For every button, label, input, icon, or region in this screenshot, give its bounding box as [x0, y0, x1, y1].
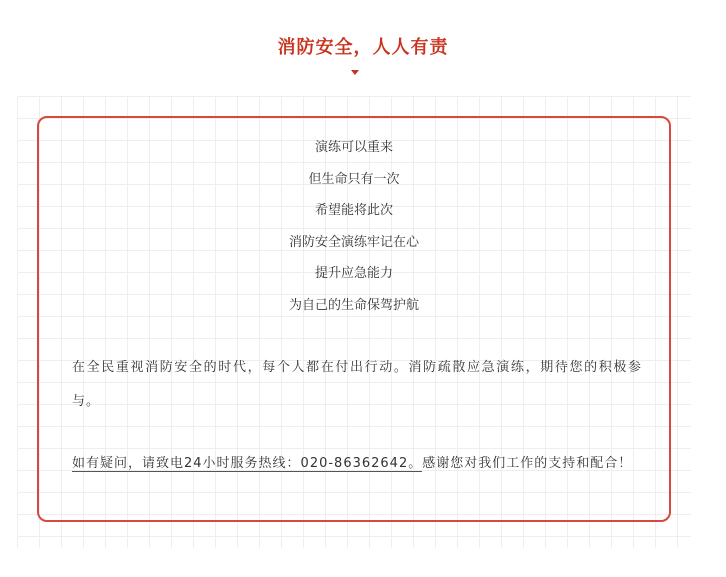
hotline-text: 如有疑问，请致电24小时服务热线：020-86362642。 [72, 456, 423, 471]
poem-line: 提升应急能力 [314, 266, 393, 281]
poem-line: 演练可以重来 [314, 140, 393, 155]
intro-paragraph: 在全民重视消防安全的时代，每个人都在付出行动。消防疏散应急演练，期待您的积极参与。 [72, 360, 642, 409]
poem-line: 希望能将此次 [314, 203, 393, 218]
poem-line: 为自己的生命保驾护航 [288, 297, 419, 313]
poem-line: 消防安全演练牢记在心 [288, 234, 419, 250]
caret-down-icon [351, 70, 359, 75]
poem-line: 但生命只有一次 [308, 171, 400, 187]
contact-paragraph [72, 447, 642, 481]
thanks-text: 感谢您对我们工作的支持和配合！ [422, 456, 633, 471]
poem-lines [37, 136, 671, 325]
section-title: 消防安全，人人有责 [277, 37, 449, 58]
